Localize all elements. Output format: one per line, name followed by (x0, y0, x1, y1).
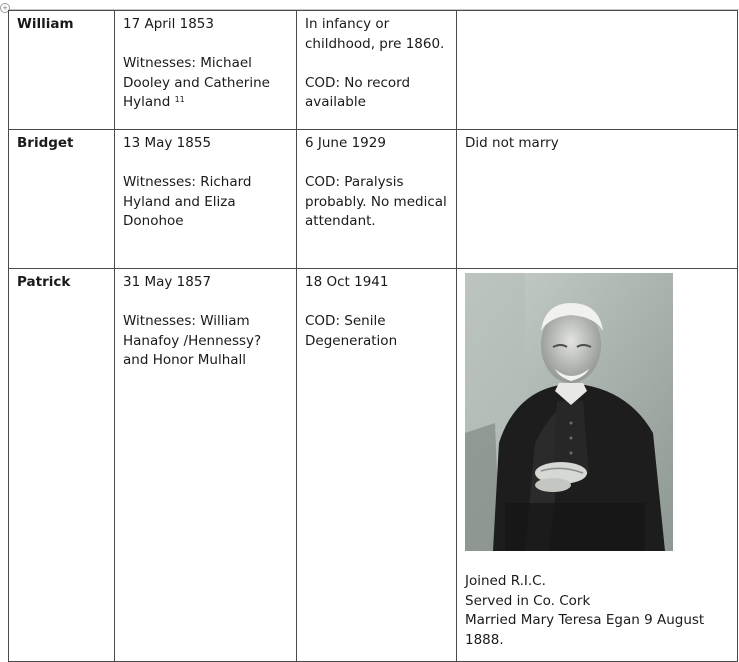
child-name: Bridget (9, 130, 115, 269)
baptism-date: 17 April 1853 (123, 16, 214, 32)
footnote-ref[interactable]: 11 (174, 95, 185, 105)
table-move-handle-icon[interactable]: + (0, 3, 10, 13)
child-name: William (9, 11, 115, 130)
child-name: Patrick (9, 269, 115, 662)
note-line: Married Mary Teresa Egan 9 August 1888. (465, 612, 705, 648)
note-line: Joined R.I.C. (465, 573, 546, 589)
cause-of-death: COD: No record available (305, 74, 411, 111)
baptism-cell (115, 11, 297, 130)
baptism-date: 31 May 1857 (123, 274, 212, 290)
notes-cell (457, 269, 738, 662)
witnesses-text: Witnesses: Michael Dooley and Catherine Hyland $^{11}$ (123, 55, 270, 111)
death-date: 6 June 1929 (305, 135, 386, 151)
death-cell (297, 269, 457, 662)
notes-text (465, 572, 729, 650)
notes-cell (457, 11, 738, 130)
witnesses-text: Witnesses: William Hanafoy /Hennessy? and Honor Mulhall (123, 313, 262, 369)
cause-of-death: COD: Paralysis probably. No medical attendant. (305, 174, 447, 230)
witnesses-text: Witnesses: Richard Hyland and Eliza Donohoe (123, 174, 252, 230)
death-cell (297, 11, 457, 130)
note-line: Served in Co. Cork (465, 592, 591, 609)
death-date: In infancy or childhood, pre 1860. (305, 16, 445, 52)
baptism-cell (115, 130, 297, 269)
portrait-photo (465, 273, 673, 551)
death-date: 18 Oct 1941 (305, 274, 389, 290)
table-row (9, 130, 738, 269)
table-row (9, 11, 738, 130)
notes-cell: Did not marry (457, 130, 738, 269)
cause-of-death: COD: Senile Degeneration (305, 313, 398, 349)
death-cell (297, 130, 457, 269)
baptism-cell (115, 269, 297, 662)
table-row (9, 269, 738, 662)
baptism-date: 13 May 1855 (123, 135, 212, 151)
family-records-table (8, 10, 738, 662)
